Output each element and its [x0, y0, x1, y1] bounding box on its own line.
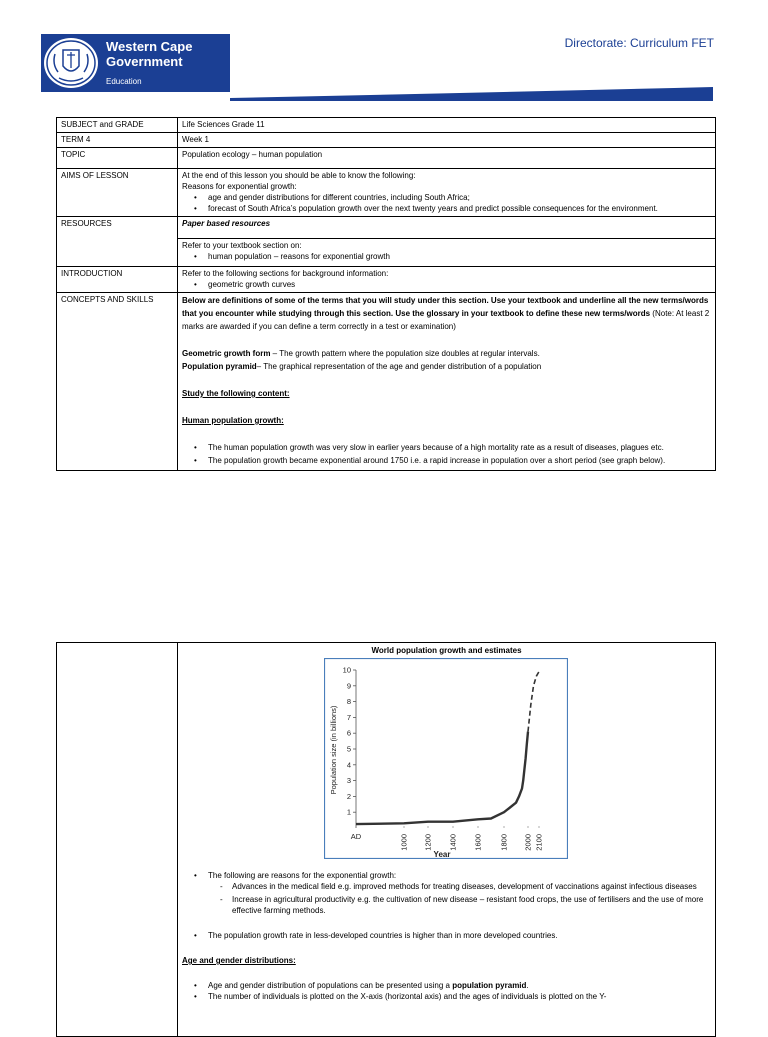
- y-tick-label: 1: [347, 808, 351, 817]
- y-tick-label: 9: [347, 681, 351, 690]
- definition-population-pyramid: Population pyramid– The graphical representation of the age and gender distribution of a population: [182, 360, 711, 373]
- y-tick-label: 3: [347, 776, 351, 785]
- directorate-label: Directorate: Curriculum FET: [565, 36, 714, 50]
- y-tick-label: 5: [347, 745, 351, 754]
- list-item: • The population growth rate in less-developed countries is higher than in more developed countries.: [208, 930, 711, 941]
- table-row: [57, 643, 716, 1037]
- actual-series-line: [356, 732, 528, 825]
- list-item: - Increase in agricultural productivity e.g. the cultivation of new disease – resistant food crops, the use of fertilisers and the use of more effective farming methods.: [232, 894, 711, 916]
- aims-label: AIMS OF LESSON: [57, 169, 178, 217]
- growth-list: [182, 441, 711, 467]
- resources-paper: Paper based resources: [178, 217, 716, 239]
- subject-value: Life Sciences Grade 11: [178, 118, 716, 133]
- y-axis-title: Population size (in billions): [329, 705, 338, 794]
- topic-label: TOPIC: [57, 148, 178, 169]
- x-tick-label: AD: [351, 832, 362, 841]
- aims-cell: At the end of this lesson you should be able to know the following: Reasons for exponential growth: • age and gender distributions for different countries, including South Africa; • forecast of South Africa’s population growth over the next twenty years and predict possible consequences for the environment.: [178, 169, 716, 217]
- age-gender-list: [182, 980, 711, 1002]
- resources-label: RESOURCES: [57, 217, 178, 267]
- chart-title: World population growth and estimates: [182, 645, 711, 656]
- list-item: • forecast of South Africa’s population growth over the next twenty years and predict possible consequences for the environment.: [208, 203, 711, 214]
- table-row: [57, 148, 716, 169]
- y-tick-label: 6: [347, 729, 351, 738]
- study-heading: Study the following content:: [182, 387, 711, 400]
- x-axis-title: Year: [434, 850, 451, 859]
- growth-heading: Human population growth:: [182, 414, 711, 427]
- table-row: [57, 267, 716, 293]
- logo-name: Western Cape Government: [106, 39, 226, 69]
- age-gender-heading: Age and gender distributions:: [182, 955, 711, 966]
- resources-cell: Refer to your textbook section on: • human population – reasons for exponential growth: [178, 239, 716, 267]
- chart-frame: [325, 659, 568, 859]
- table-row: [57, 169, 716, 217]
- y-tick-label: 7: [347, 713, 351, 722]
- x-tick-label: 2000: [524, 834, 533, 851]
- list-item: - Advances in the medical field e.g. improved methods for treating diseases, development of vaccinations against infectious diseases: [232, 881, 711, 892]
- header-swoosh: [0, 60, 768, 105]
- introduction-label: INTRODUCTION: [57, 267, 178, 293]
- reasons-sublist: [208, 881, 711, 916]
- y-tick-label: 4: [347, 760, 351, 769]
- list-item: • The following are reasons for the exponential growth: - Advances in the medical field e.g. improved methods for treating diseases, development of vaccinations against infectious diseases - Increase in agricultural productivity e.g. the cultivation of new disease – resistant food crops, the use of fertilisers and the use of more effective farming methods.: [208, 870, 711, 916]
- x-tick-label: 1600: [474, 834, 483, 851]
- definition-geometric-growth: Geometric growth form – The growth pattern where the population size doubles at regular intervals.: [182, 347, 711, 360]
- y-tick-label: 8: [347, 697, 351, 706]
- concepts-instructions: Below are definitions of some of the terms that you will study under this section. Use your textbook and underline all the new terms/words that you encounter while studying through this section. Use the glossary in your textbook to define these new terms/words (Note: At least 2 marks are awarded if you can define a term correctly in a test or examination): [182, 294, 711, 333]
- list-item: • geometric growth curves: [208, 279, 711, 290]
- x-tick-label: 1400: [449, 834, 458, 851]
- introduction-cell: Refer to the following sections for background information: • geometric growth curves: [178, 267, 716, 293]
- x-tick-label: 2100: [535, 834, 544, 851]
- list-item: • The number of individuals is plotted on the X-axis (horizontal axis) and the ages of individuals is plotted on the Y-: [208, 991, 711, 1002]
- term-value: Week 1: [178, 133, 716, 148]
- term-label: TERM 4: [57, 133, 178, 148]
- list-item: • human population – reasons for exponential growth: [208, 251, 711, 262]
- content-cell: [178, 643, 716, 1037]
- reasons-list: [182, 870, 711, 916]
- list-item: • age and gender distributions for different countries, including South Africa;: [208, 192, 711, 203]
- table-row: [57, 118, 716, 133]
- topic-value: Population ecology – human population: [178, 148, 716, 169]
- concepts-cell: [178, 293, 716, 471]
- x-tick-label: 1800: [500, 834, 509, 851]
- population-chart: [324, 658, 568, 859]
- estimate-series-line: [528, 672, 539, 732]
- table-row: [57, 293, 716, 471]
- x-tick-label: 1000: [400, 834, 409, 851]
- table-row: [57, 217, 716, 239]
- list-item: • The human population growth was very slow in earlier years because of a high mortality rate as a result of diseases, plagues etc.: [208, 441, 711, 454]
- content-table-continued: [56, 642, 716, 1037]
- concepts-label: CONCEPTS AND SKILLS: [57, 293, 178, 471]
- list-item: • The population growth became exponential around 1750 i.e. a rapid increase in population over a short period (see graph below).: [208, 454, 711, 467]
- population-chart-svg: [324, 658, 568, 859]
- list-item: • Age and gender distribution of populations can be presented using a population pyramid.: [208, 980, 711, 991]
- y-tick-label: 10: [343, 666, 351, 675]
- logo-subtitle: Education: [106, 77, 142, 86]
- empty-label-cell: [57, 643, 178, 1037]
- y-tick-label: 2: [347, 792, 351, 801]
- lesson-table: [56, 117, 716, 471]
- subject-label: SUBJECT and GRADE: [57, 118, 178, 133]
- x-tick-label: 1200: [424, 834, 433, 851]
- aims-list: [182, 192, 711, 214]
- table-row: [57, 133, 716, 148]
